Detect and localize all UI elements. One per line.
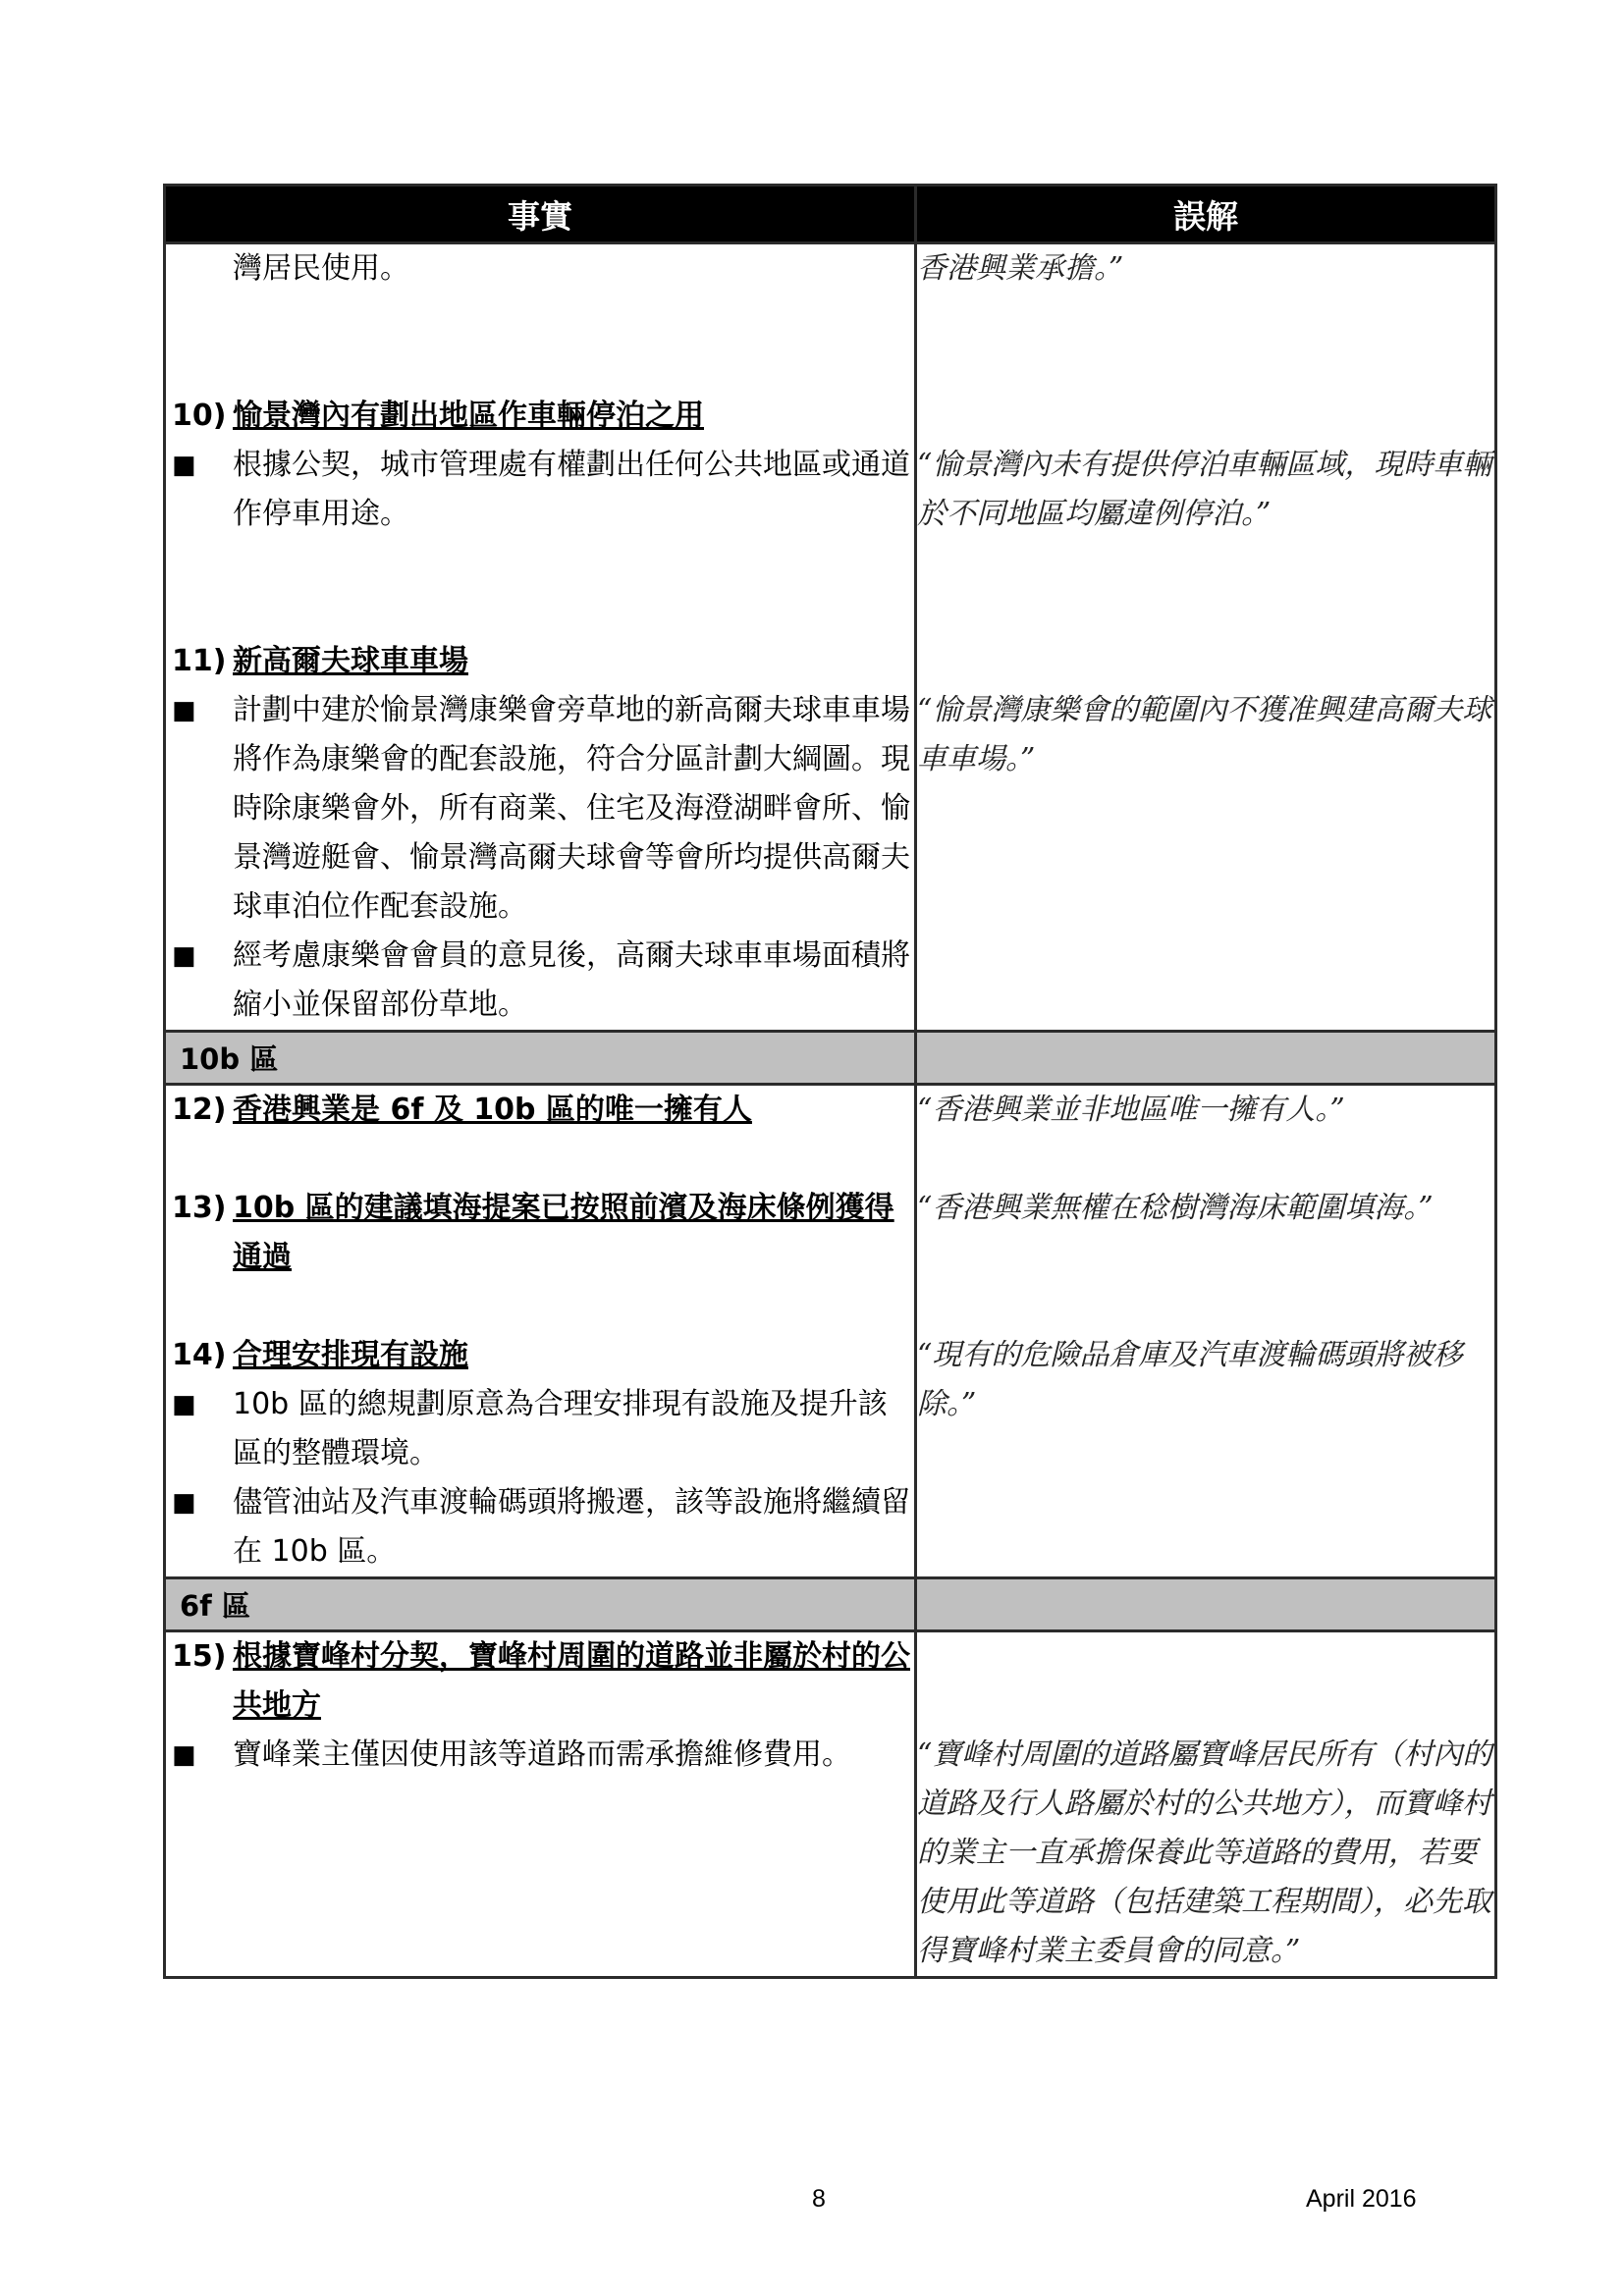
- myth-cell: [916, 243, 1496, 1032]
- fact-cell: [165, 1085, 916, 1578]
- myth-text: “香港興業並非地區唯一擁有人。”: [917, 1093, 1345, 1127]
- item-heading: [166, 392, 914, 441]
- item-title: 新高爾夫球車車場: [233, 644, 468, 678]
- item-heading: [166, 637, 914, 686]
- item-heading: [166, 1086, 914, 1135]
- myth-text: “現有的危險品倉庫及汽車渡輪碼頭將被移除。”: [917, 1338, 1463, 1421]
- section-label: 10b 區: [165, 1032, 916, 1085]
- list-item: [166, 1731, 914, 1780]
- table-header-row: [165, 186, 1496, 243]
- square-bullet-icon: ■: [172, 696, 196, 725]
- fact-column-header: 事實: [165, 186, 916, 243]
- myth-cell: [916, 1631, 1496, 1978]
- myth-text: “愉景灣康樂會的範圍內不獲准興建高爾夫球車車場。”: [917, 693, 1492, 776]
- bullet-text: 經考慮康樂會會員的意見後，高爾夫球車車場面積將縮小並保留部份草地。: [233, 938, 910, 1022]
- square-bullet-icon: ■: [172, 1488, 196, 1518]
- footer-date: April 2016: [1306, 2185, 1417, 2213]
- list-item: [166, 686, 914, 932]
- bullet-text: 儘管油站及汽車渡輪碼頭將搬遷，該等設施將繼續留在 10b 區。: [233, 1485, 910, 1569]
- list-item: [166, 932, 914, 1030]
- item-heading: [166, 1331, 914, 1380]
- page-number: 8: [812, 2185, 826, 2213]
- item-number: 14): [172, 1338, 227, 1372]
- item-number: 11): [172, 644, 227, 678]
- table-row: [165, 1631, 1496, 1978]
- continued-fact-text: 灣居民使用。: [233, 251, 409, 286]
- bullet-text: 10b 區的總規劃原意為合理安排現有設施及提升該區的整體環境。: [233, 1387, 888, 1470]
- bullet-text: 根據公契，城市管理處有權劃出任何公共地區或通道作停車用途。: [233, 448, 910, 531]
- list-item: [166, 1478, 914, 1576]
- item-number: 15): [172, 1639, 227, 1674]
- square-bullet-icon: ■: [172, 1740, 196, 1770]
- fact-cell: [165, 1631, 916, 1978]
- item-number: 13): [172, 1191, 227, 1225]
- square-bullet-icon: ■: [172, 941, 196, 971]
- myth-cell: [916, 1085, 1496, 1578]
- item-number: 12): [172, 1093, 227, 1127]
- bullet-text: 寶峰業主僅因使用該等道路而需承擔維修費用。: [233, 1737, 851, 1772]
- item-heading: [166, 1184, 914, 1282]
- item-number: 10): [172, 399, 227, 433]
- table-row: [165, 243, 1496, 1032]
- fact-myth-table: [163, 184, 1497, 1979]
- fact-cell: [165, 243, 916, 1032]
- square-bullet-icon: ■: [172, 451, 196, 480]
- section-band-empty: [916, 1032, 1496, 1085]
- myth-text: “香港興業無權在稔樹灣海床範圍填海。”: [917, 1191, 1434, 1225]
- item-title: 愉景灣內有劃出地區作車輛停泊之用: [233, 399, 704, 433]
- item-title: 10b 區的建議填海提案已按照前濱及海床條例獲得通過: [233, 1191, 894, 1274]
- list-item: [166, 1380, 914, 1478]
- section-band-row: [165, 1578, 1496, 1631]
- myth-column-header: 誤解: [916, 186, 1496, 243]
- myth-text: “寶峰村周圍的道路屬寶峰居民所有（村內的道路及行人路屬於村的公共地方），而寶峰村的業主一直承擔保養此等道路的費用，若要使用此等道路（包括建築工程期間），必先取得寶峰村業主委員會的同意。”: [917, 1737, 1492, 1968]
- table-row: [165, 1085, 1496, 1578]
- section-band-empty: [916, 1578, 1496, 1631]
- item-heading: [166, 1632, 914, 1731]
- section-band-row: [165, 1032, 1496, 1085]
- continued-myth-text: 香港興業承擔。”: [917, 251, 1124, 286]
- item-title: 香港興業是 6f 及 10b 區的唯一擁有人: [233, 1093, 752, 1127]
- item-title: 根據寶峰村分契，寶峰村周圍的道路並非屬於村的公共地方: [233, 1639, 910, 1723]
- list-item: [166, 441, 914, 539]
- myth-text: “愉景灣內未有提供停泊車輛區域，現時車輛於不同地區均屬違例停泊。”: [917, 448, 1492, 531]
- bullet-text: 計劃中建於愉景灣康樂會旁草地的新高爾夫球車車場將作為康樂會的配套設施，符合分區計劃大綱圖。現時除康樂會外，所有商業、住宅及海澄湖畔會所、愉景灣遊艇會、愉景灣高爾夫球會等會所均提供高爾夫球車泊位作配套設施。: [233, 693, 910, 924]
- section-label: 6f 區: [165, 1578, 916, 1631]
- square-bullet-icon: ■: [172, 1390, 196, 1419]
- item-title: 合理安排現有設施: [233, 1338, 468, 1372]
